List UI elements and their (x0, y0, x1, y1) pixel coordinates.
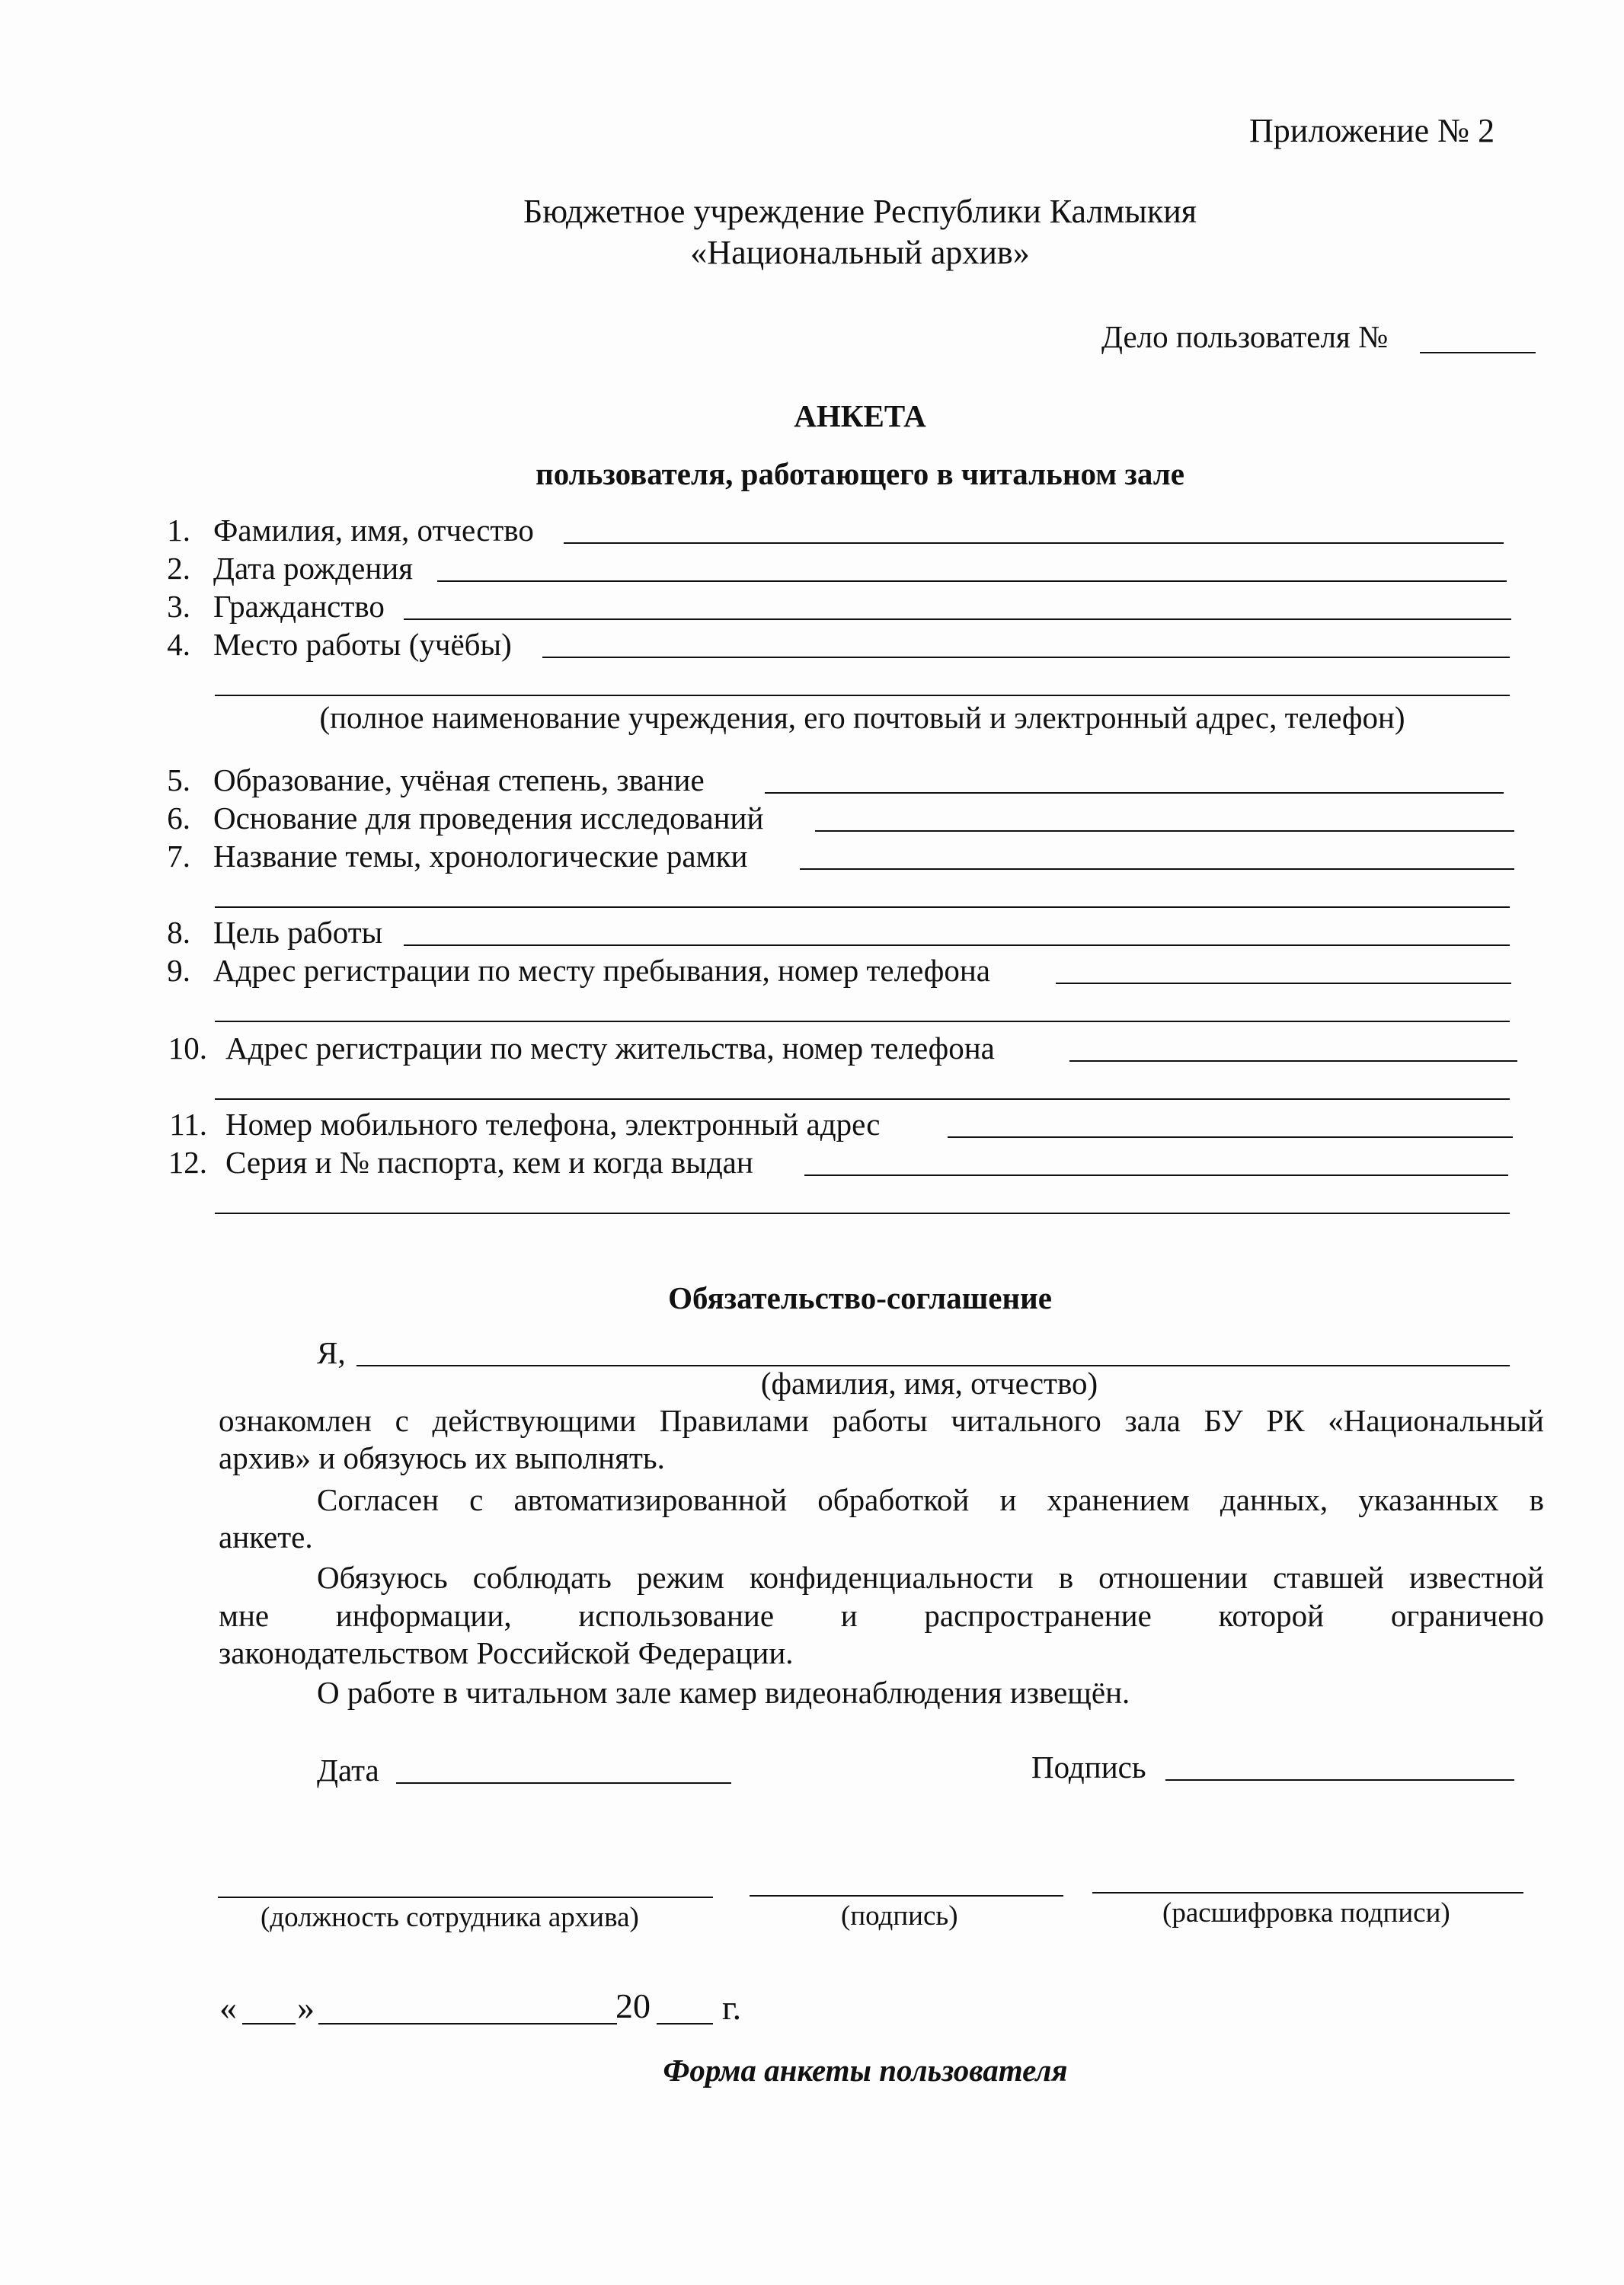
staff-position-hint: (должность сотрудника архива) (261, 1902, 639, 1933)
item-number: 2. (167, 551, 190, 586)
item-label-mobile-email: Номер мобильного телефона, электронный адрес (225, 1107, 881, 1142)
stay-address-field-line2[interactable] (215, 1021, 1510, 1022)
item-number: 7. (167, 839, 190, 874)
item-label-work-goal: Цель работы (213, 915, 383, 950)
agreement-paragraph-1-line-2: архив» и обязуюсь их выполнять. (219, 1440, 665, 1475)
topic-field-line2[interactable] (215, 906, 1510, 908)
item-number: 3. (167, 589, 190, 624)
footer-date-open-quote: « (219, 1988, 237, 2027)
date-field[interactable] (396, 1782, 731, 1784)
agreement-i-label: Я, (317, 1335, 346, 1370)
agreement-paragraph-3-line-1: Обязуюсь соблюдать режим конфиденциальности в отношении ставшей известной (317, 1560, 1544, 1595)
topic-field[interactable] (800, 868, 1514, 870)
item-label-topic: Название темы, хронологические рамки (213, 839, 748, 874)
item-label-citizenship: Гражданство (213, 589, 385, 624)
education-field[interactable] (765, 792, 1504, 794)
agreement-paragraph-2-line-1: Согласен с автоматизированной обработкой и хранением данных, указанных в (317, 1482, 1544, 1517)
form-title: АНКЕТА (794, 398, 926, 433)
staff-signature-field[interactable] (750, 1895, 1063, 1897)
footer-month-field[interactable] (318, 2023, 617, 2025)
item-label-birth-date: Дата рождения (213, 551, 414, 586)
workplace-hint: (полное наименование учреждения, его почтовый и электронный адрес, телефон) (319, 700, 1405, 735)
birth-date-field[interactable] (437, 580, 1507, 582)
case-number-field[interactable] (1420, 352, 1536, 353)
stay-address-field[interactable] (1056, 983, 1511, 984)
staff-signature-hint: (подпись) (841, 1900, 958, 1932)
residence-address-field[interactable] (1069, 1060, 1517, 1062)
form-subtitle: пользователя, работающего в читальном зале (535, 456, 1184, 491)
signature-label: Подпись (1031, 1750, 1146, 1785)
footer-year-prefix: 20 (615, 1986, 651, 2025)
item-label-full-name: Фамилия, имя, отчество (213, 513, 534, 548)
workplace-field[interactable] (542, 657, 1510, 658)
footer-date-close-quote: » (297, 1988, 315, 2027)
agreement-paragraph-3-line-3: законодательством Российской Федерации. (219, 1635, 794, 1670)
organization-name: Бюджетное учреждение Республики Калмыкия (523, 193, 1197, 230)
staff-decode-hint: (расшифровка подписи) (1162, 1897, 1450, 1929)
agreement-title: Обязательство-соглашение (668, 1280, 1052, 1315)
mobile-email-field[interactable] (948, 1136, 1513, 1138)
workplace-field-line2[interactable] (215, 695, 1510, 696)
item-number: 8. (167, 915, 190, 950)
appendix-label: Приложение № 2 (1249, 112, 1495, 149)
agreement-paragraph-3-line-2: мне информации, использование и распространение которой ограничено (219, 1598, 1544, 1633)
item-number: 1. (167, 513, 190, 548)
item-number: 4. (167, 627, 190, 662)
organization-subname: «Национальный архив» (690, 234, 1030, 271)
case-number-label: Дело пользователя № (1101, 319, 1389, 354)
footer-day-field[interactable] (242, 2023, 296, 2025)
item-number: 12. (168, 1145, 207, 1180)
date-label: Дата (317, 1753, 379, 1788)
work-goal-field[interactable] (404, 944, 1510, 946)
item-number: 5. (167, 762, 190, 797)
staff-signature-decode-field[interactable] (1092, 1892, 1523, 1894)
staff-position-field[interactable] (218, 1897, 713, 1898)
agreement-paragraph-4: О работе в читальном зале камер видеонаблюдения извещён. (317, 1675, 1130, 1710)
citizenship-field[interactable] (404, 618, 1511, 620)
footer-year-field[interactable] (657, 2023, 713, 2025)
passport-field-line2[interactable] (215, 1213, 1510, 1214)
agreement-paragraph-1-line-1: ознакомлен с действующими Правилами работы читального зала БУ РК «Национальный (219, 1403, 1544, 1438)
item-label-residence-address: Адрес регистрации по месту жительства, номер телефона (225, 1031, 995, 1066)
form-caption: Форма анкеты пользователя (663, 2053, 1068, 2088)
full-name-field[interactable] (564, 542, 1504, 544)
item-number: 11. (169, 1107, 207, 1142)
item-number: 9. (167, 953, 190, 988)
agreement-name-hint: (фамилия, имя, отчество) (760, 1366, 1098, 1401)
footer-year-suffix: г. (722, 1988, 742, 2027)
item-label-research-basis: Основание для проведения исследований (213, 801, 764, 836)
research-basis-field[interactable] (815, 830, 1514, 832)
signature-field[interactable] (1165, 1779, 1514, 1781)
item-number: 10. (168, 1031, 207, 1066)
agreement-paragraph-2-line-2: анкете. (219, 1520, 313, 1555)
item-number: 6. (167, 801, 190, 836)
item-label-education: Образование, учёная степень, звание (213, 762, 705, 797)
item-label-stay-address: Адрес регистрации по месту пребывания, номер телефона (213, 953, 990, 988)
item-label-workplace: Место работы (учёбы) (213, 627, 512, 662)
residence-address-field-line2[interactable] (215, 1098, 1510, 1100)
passport-field[interactable] (804, 1174, 1508, 1176)
item-label-passport: Серия и № паспорта, кем и когда выдан (225, 1145, 753, 1180)
